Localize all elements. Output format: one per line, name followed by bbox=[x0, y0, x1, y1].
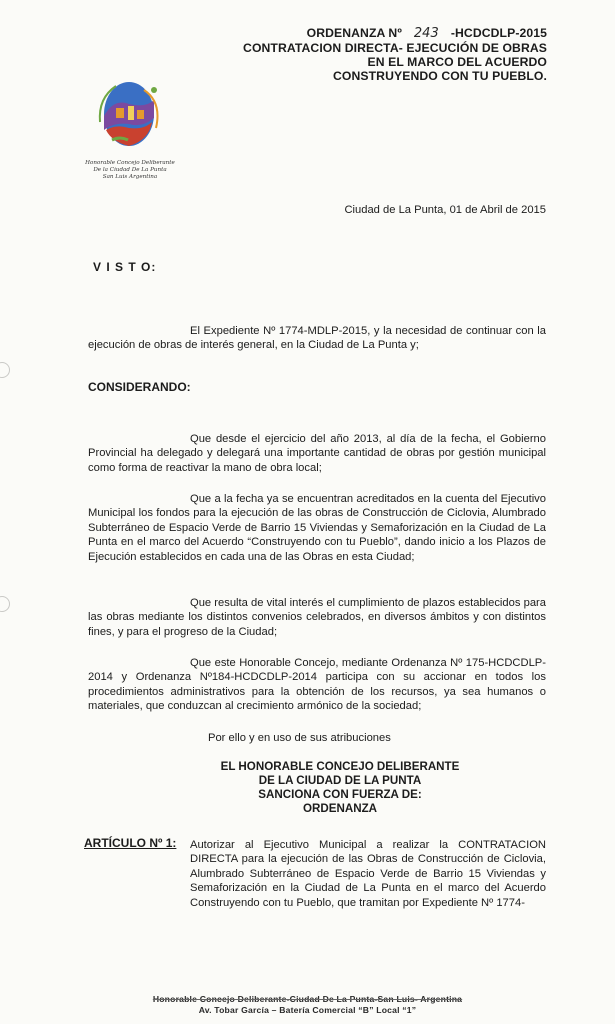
ordenanza-number-line: ORDENANZA Nº 243 -HCDCDLP-2015 bbox=[306, 26, 547, 41]
council-logo bbox=[94, 78, 168, 150]
footer-line-2: Av. Tobar García – Batería Comercial “B” Local “1” bbox=[198, 1005, 417, 1015]
resolution-block: EL HONORABLE CONCEJO DELIBERANTE DE LA CIUDAD DE LA PUNTA SANCIONA CON FUERZA DE: ORDENANZA bbox=[220, 760, 460, 815]
page-footer bbox=[60, 994, 555, 1016]
header-line-2: CONTRATACION DIRECTA- EJECUCIÓN DE OBRAS bbox=[243, 41, 547, 55]
considerando-paragraph-2: Que a la fecha ya se encuentran acreditados en la cuenta del Ejecutivo Municipal los fondos para la ejecución de las obras de Construcción de Ciclovia, Alumbrado Subterráneo de Espacio Verde de Barrio 15 Viviendas y Semaforización en la Ciudad de La Punta en el marco del Acuerdo “Construyendo con tu Pueblo”, dando inicio a los Plazos de Ejecución establecidos en cada una de las Obras en esta Ciudad; bbox=[88, 493, 546, 563]
header-line-4: CONSTRUYENDO CON TU PUEBLO. bbox=[333, 69, 547, 83]
visto-paragraph: El Expediente Nº 1774-MDLP-2015, y la necesidad de continuar con la ejecución de obras de interés general, en la Ciudad de La Punta y; bbox=[88, 325, 546, 352]
visto-label: V I S T O: bbox=[93, 260, 157, 274]
punch-hole-bottom bbox=[0, 596, 10, 612]
date-line: Ciudad de La Punta, 01 de Abril de 2015 bbox=[344, 204, 546, 216]
considerando-closing: Por ello y en uso de sus atribuciones bbox=[208, 732, 391, 744]
document-header bbox=[243, 26, 547, 83]
considerando-label: CONSIDERANDO: bbox=[88, 380, 191, 394]
considerando-paragraph-3: Que resulta de vital interés el cumplimiento de plazos establecidos para las obras mediante los distintos convenios celebrados, en diversos ámbitos y con distintos fines, y para el progreso de la Ciudad; bbox=[88, 597, 546, 638]
header-line-3: EN EL MARCO DEL ACUERDO bbox=[367, 55, 547, 69]
logo-emblem-icon bbox=[94, 78, 168, 150]
logo-caption: Honorable Concejo Deliberante De la Ciudad De La Punta San Luis Argentina bbox=[85, 160, 175, 180]
footer-line-1: Honorable Concejo Deliberante-Ciudad De La Punta-San Luis- Argentina bbox=[152, 994, 463, 1004]
considerando-paragraph-1: Que desde el ejercicio del año 2013, al día de la fecha, el Gobierno Provincial ha delegado y delegará una importante cantidad de obras por gestión municipal como forma de reactivar la mano de obra local; bbox=[88, 433, 546, 474]
punch-hole-top bbox=[0, 362, 10, 378]
articulo-1-text: Autorizar al Ejecutivo Municipal a realizar la CONTRATACION DIRECTA para la ejecución de las Obras de Construcción de Ciclovia, Alumbrado Subterráneo de Espacio Verde de Barrio 15 Viviendas y Semaforización en la Ciudad de La Punta en el marco del Acuerdo Construyendo con tu Pueblo, que tramitan por Expediente Nº 1774- bbox=[190, 839, 546, 909]
handwritten-number: 243 bbox=[413, 26, 439, 41]
considerando-paragraph-4: Que este Honorable Concejo, mediante Ordenanza Nº 175-HCDCDLP-2014 y Ordenanza Nº184-HCDCDLP-2014 participa con su accionar en todos los procedimientos administrativos para la obtención de los recursos, ya sea humanos o materiales, que conduzcan al crecimiento armónico de la sociedad; bbox=[88, 657, 546, 713]
articulo-1-label: ARTÍCULO Nº 1: bbox=[84, 836, 177, 850]
